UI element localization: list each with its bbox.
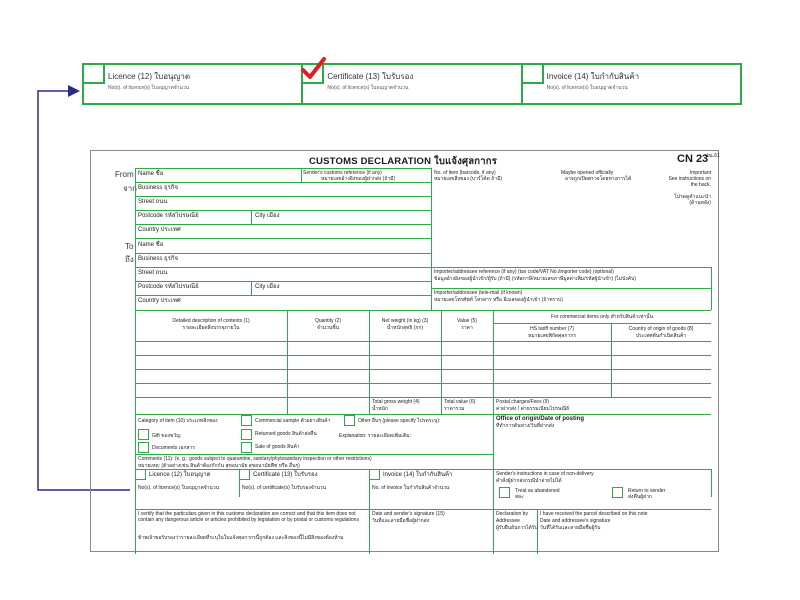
maybe-opened-label: Maybe opened officially (561, 170, 614, 176)
doc-certificate-no-label: No(s). of certificate(s) ใบรับรองจำนวน (242, 485, 327, 491)
sale-of-goods-checkbox[interactable] (241, 442, 252, 453)
col-weight-header: Net weight (in kg) (3) (381, 318, 429, 324)
invoice-label: Invoice (14) ใบกำกับสินค้า (546, 72, 640, 81)
sender-ref-label: Sender's customs reference (if any) (303, 170, 382, 176)
return-label: Return to sender (628, 488, 666, 494)
col-desc-header: Detailed description of contents (1) (172, 318, 250, 324)
certificate-sub: No(s). of licence(s) ใบอนุญาตจำนวน (327, 85, 409, 91)
addressee-city-field[interactable]: City เมือง (255, 284, 280, 290)
total-weight-th-label: น้ำหนัก (372, 406, 388, 412)
maybe-opened-th-label: อาจถูกเปิดตรวจโดยทางการได้ (565, 176, 632, 182)
certify-th-text: ข้าพเจ้าขอรับรองว่ารายละเอียดที่ระบุในใบแจ้งศุลกากรนี้ถูกต้อง และสิ่งของนี้ไม่มีสิ่งของต้องห้าม (138, 535, 344, 541)
certificate-label: Certificate (13) ใบรับรอง (327, 72, 414, 81)
importer-ref-th-label: ข้อมูลอ้างอิงของผู้นำเข้า/ผู้รับ (ถ้ามี) (รหัสภาษี/หมายเลขภาษีมูลค่าเพิ่ม/รหัสผู้นำเข้า) (ไม่บังคับ) (434, 276, 636, 282)
gift-label: Gift ของขวัญ (152, 433, 181, 439)
comments-label: Comments (11): (e. g.: goods subject to quarantine, sanitary/phytosanitary inspection or other restrictions) (138, 456, 372, 462)
sender-business-field[interactable]: Business ธุรกิจ (138, 185, 179, 191)
item-no-label: No. of item (barcode, if any) (434, 170, 496, 176)
form-title: CUSTOMS DECLARATION ใบแจ้งศุลกากร (309, 156, 498, 167)
other-checkbox[interactable] (344, 415, 355, 426)
licence-label: Licence (12) ใบอนุญาต (108, 72, 191, 81)
nondelivery-label: Sender's instructions in case of non-delivery (496, 471, 594, 477)
sender-name-field[interactable]: Name ชื่อ (138, 171, 164, 177)
addressee-business-field[interactable]: Business ธุรกิจ (138, 256, 179, 262)
gift-checkbox[interactable] (138, 429, 149, 440)
item-no-th-label: หมายเลขสิ่งของ (บาร์โค้ด ถ้ามี) (434, 176, 503, 182)
office-origin-th-label: ที่ทำการต้นทาง/วันที่ฝากส่ง (496, 423, 555, 429)
important-label: Important (689, 170, 711, 176)
licence-sub: No(s). of licence(s) ใบอนุญาตจำนวน (108, 85, 190, 91)
from-label: From (115, 170, 134, 179)
addressee-th-label: ผู้รับยืนยันการได้รับ (496, 525, 538, 531)
sender-ref-th-label: หมายเลขอ้างอิงของผู้ฝากส่ง (ถ้ามี) (321, 176, 396, 182)
postal-charges-label: Postal charges/Fees (9) (496, 399, 550, 405)
commercial-sample-label: Commercial sample ตัวอย่างสินค้า (255, 418, 331, 424)
back-th2-label: (ด้านหลัง) (689, 200, 711, 206)
certify-text: I certify that the particulars given in this customs declaration are correct and that this item does not contain any dangerous article or articles prohibited by legislation or by postal or customs regulations (138, 511, 359, 523)
to-label: To (125, 242, 134, 251)
col-hs-th-header: หมายเลขพิกัดศุลกากร (528, 333, 576, 339)
col-hs-header: HS tariff number (7) (530, 326, 574, 332)
certificate-cell (303, 65, 522, 103)
sale-of-goods-label: Sale of goods สินค้า (255, 444, 300, 450)
doc-certificate-label: Certificate (13) ใบรับรอง (253, 472, 318, 478)
commercial-sample-checkbox[interactable] (241, 415, 252, 426)
addressee-postcode-field[interactable]: Postcode รหัสไปรษณีย์ (138, 284, 199, 290)
addressee-street-field[interactable]: Street ถนน (138, 270, 168, 276)
zoomed-documents-strip (82, 63, 742, 105)
back-th-label: โปรดดูคำแนะนำ (674, 194, 711, 200)
abandoned-checkbox[interactable] (499, 487, 510, 498)
documents-label: Documents เอกสาร (152, 445, 195, 451)
importer-contact-th-label: หมายเลขโทรศัพท์ โทรสาร หรือ อีเมลของผู้นำเข้า (ถ้าทราบ) (434, 297, 563, 303)
explanation-label: Explanation: รายละเอียดเพิ่มเติม: (339, 433, 411, 439)
invoice-cell (523, 65, 740, 103)
total-value-th-label: ราคารวม (444, 406, 465, 412)
doc-licence-label: Licence (12) ใบอนุญาต (149, 472, 211, 478)
abandoned-label: Treat as abandoned (515, 488, 560, 494)
col-commercial-header: For commercial items only สำหรับสินค้าเท่านั้น (550, 314, 654, 320)
return-checkbox[interactable] (612, 487, 623, 498)
importer-ref-label: Importer/addressee reference (if any) (tax code/VAT No./importer code) (optional) (434, 269, 614, 275)
col-desc-th-header: รายละเอียดสิ่งบรรจุภายใน (182, 325, 240, 331)
total-weight-label: Total gross weight (4) (372, 399, 420, 405)
the-back-label: the back. (690, 182, 711, 188)
date-addr-th-label: วันที่ได้รับและลายมือชื่อผู้รับ (540, 525, 601, 531)
category-label: Category of item (10) ประเภทสิ่งของ (138, 418, 218, 424)
total-value-label: Total value (6) (444, 399, 476, 405)
from-th-label: จาก (123, 184, 138, 193)
doc-certificate-checkbox[interactable] (239, 469, 250, 480)
returned-goods-checkbox[interactable] (241, 429, 252, 440)
sender-country-field[interactable]: Country ประเทศ (138, 227, 181, 233)
date-sign-th-label: วันที่และลายมือชื่อผู้ฝากส่ง (372, 518, 430, 524)
nondelivery-th-label: คำสั่งผู้ฝากส่งกรณีนำจ่ายไม่ได้ (496, 478, 562, 484)
declaration-by-label: Declaration by (496, 511, 528, 517)
doc-licence-checkbox[interactable] (135, 469, 146, 480)
office-origin-label: Office of origin/Date of posting (496, 416, 584, 422)
col-origin-header: Country of origin of goods (8) (628, 326, 694, 332)
check-mark-icon (300, 56, 326, 82)
customs-declaration-form (90, 150, 719, 552)
return-th-label: ส่งคืนผู้ฝาก (628, 494, 652, 500)
other-label: Other อื่นๆ (please specify ไปรดระบุ): (358, 418, 441, 424)
abandoned-th-label: สละ (515, 494, 524, 500)
invoice-checkbox[interactable] (523, 65, 544, 84)
col-value-th-header: ราคา (461, 325, 473, 331)
col-qty-header: Quantity (2) (314, 318, 342, 324)
date-sign-label: Date and sender's signature (15) (372, 511, 445, 517)
sender-city-field[interactable]: City เมือง (255, 213, 280, 219)
form-edition: ปณ.61 (705, 153, 720, 159)
form-code: CN 23 (677, 153, 709, 165)
addressee-label: Addressee (496, 518, 520, 524)
comments-th-label: หมายเหตุ: (ตัวอย่างเช่น สินค้าต้องกักกัน สุขอนามัย สุขอนามัยพืช หรือ อื่นๆ) (138, 463, 300, 469)
licence-checkbox[interactable] (84, 65, 105, 84)
col-origin-th-header: ประเทศต้นกำเนิดสินค้า (635, 333, 687, 339)
see-instructions-label: See instructions on (668, 176, 711, 182)
col-value-header: Value (5) (457, 318, 477, 324)
col-qty-th-header: จำนวนชิ้น (316, 325, 340, 331)
invoice-sub: No(s). of licence(s) ใบอนุญาตจำนวน (546, 85, 628, 91)
sender-postcode-field[interactable]: Postcode รหัสไปรษณีย์ (138, 213, 199, 219)
col-weight-th-header: น้ำหนักสุทธิ (กก) (386, 325, 424, 331)
sender-street-field[interactable]: Street ถนน (138, 199, 168, 205)
doc-invoice-label: Invoice (14) ใบกำกับสินค้า (383, 472, 453, 478)
addressee-name-field[interactable]: Name ชื่อ (138, 242, 164, 248)
returned-goods-label: Returned goods สินค้าส่งคืน (255, 431, 317, 437)
importer-contact-label: Importer/addressee (tele-mail (if known) (434, 290, 523, 296)
doc-invoice-no-label: No. of invoice ใบกำกับสินค้าจำนวน (372, 485, 450, 491)
doc-invoice-checkbox[interactable] (369, 469, 380, 480)
received-label: I have received the parcel described on this note (540, 511, 648, 517)
licence-cell (84, 65, 303, 103)
doc-licence-no-label: No(s). of licence(s) ใบอนุญาตจำนวน (138, 485, 220, 491)
documents-checkbox[interactable] (138, 442, 149, 453)
date-addr-label: Date and addressee's signature (540, 518, 611, 524)
addressee-country-field[interactable]: Country ประเทศ (138, 298, 181, 304)
to-th-label: ถึง (125, 255, 134, 264)
postal-charges-th-label: ค่าฝากส่ง / ค่าธรรมเนียมไปรษณีย์ (496, 406, 570, 412)
